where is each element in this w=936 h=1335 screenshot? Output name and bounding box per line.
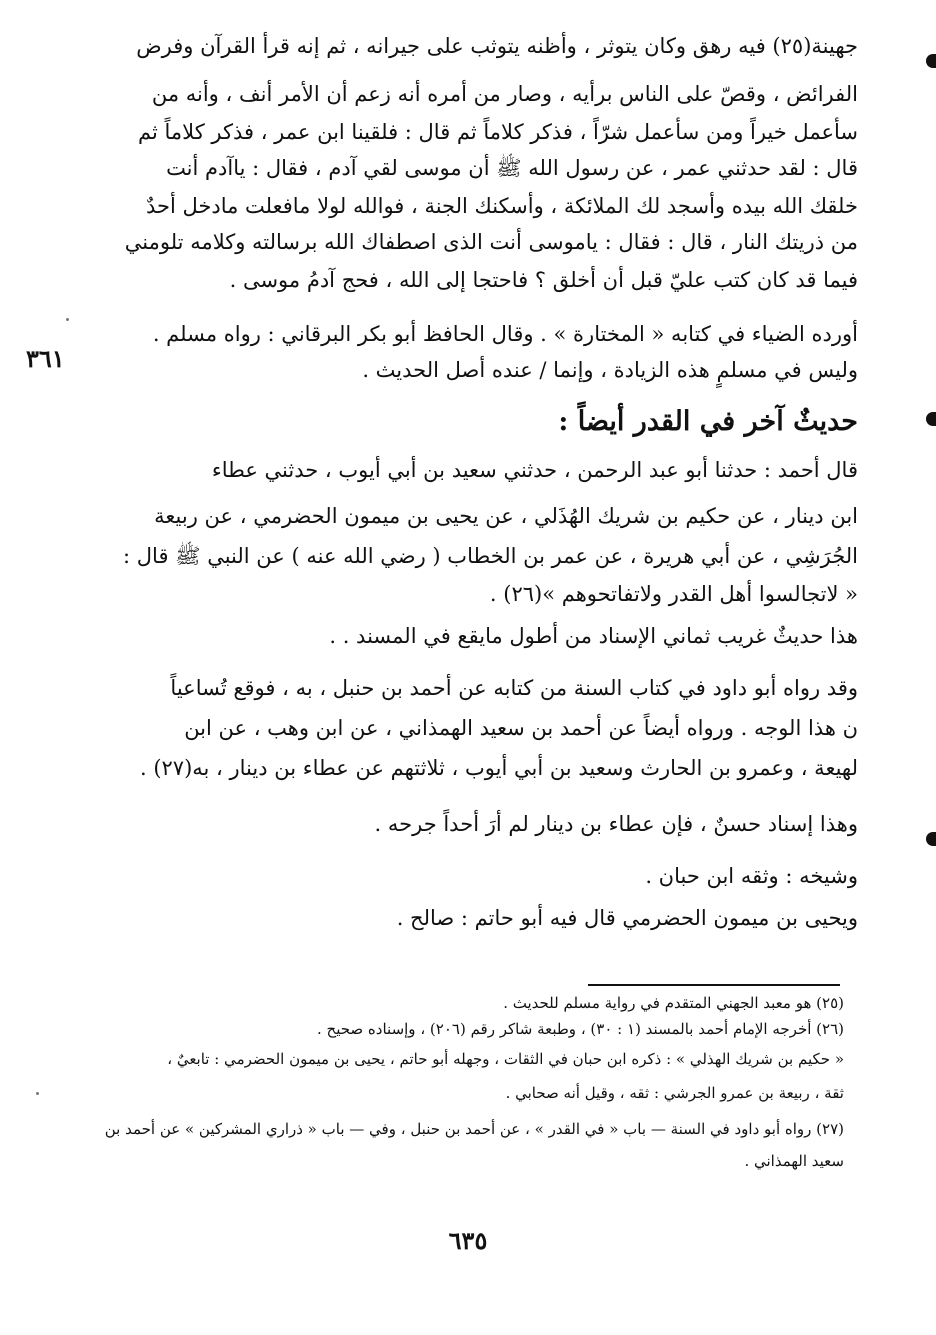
footnote-line: « حكيم بن شريك الهذلي » : ذكره ابن حبان في الثقات ، وجهله أبو حاتم ، يحيى بن ميمون الحضرمي : تابعيٌ ، <box>167 1050 844 1068</box>
page-edge-mark-bottom <box>926 832 936 846</box>
text-line: قال : لقد حدثني عمر ، عن رسول الله ﷺ أن موسى لقي آدم ، فقال : ياآدم أنت <box>166 156 858 180</box>
section-heading: حديثٌ آخر في القدر أيضاً : <box>558 406 858 437</box>
footnote-line: سعيد الهمذاني . <box>744 1152 844 1170</box>
text-line: وقد رواه أبو داود في كتاب السنة من كتابه عن أحمد بن حنبل ، به ، فوقع تُساعياً <box>170 676 858 700</box>
page-number: ٦٣٥ <box>448 1226 488 1255</box>
text-line: خلقك الله بيده وأسجد لك الملائكة ، وأسكنك الجنة ، فوالله لولا مافعلت مادخل أحدٌ <box>145 194 858 218</box>
text-line: قال أحمد : حدثنا أبو عبد الرحمن ، حدثني سعيد بن أبي أيوب ، حدثني عطاء <box>211 458 858 482</box>
text-line: الجُرَشِي ، عن أبي هريرة ، عن عمر بن الخطاب ( رضي الله عنه ) عن النبي ﷺ قال : <box>123 544 858 568</box>
footnote-line: (٢٥) هو معبد الجهني المتقدم في رواية مسلم للحديث . <box>503 994 844 1012</box>
text-line: ويحيى بن ميمون الحضرمي قال فيه أبو حاتم : صالح . <box>396 906 858 930</box>
text-line: ن هذا الوجه . ورواه أيضاً عن أحمد بن سعيد الهمذاني ، عن ابن وهب ، عن ابن <box>184 716 858 740</box>
footnote-line: (٢٧) رواه أبو داود في السنة — باب « في القدر » ، عن أحمد بن حنبل ، وفي — باب « ذراري المشركين » عن أحمد بن <box>104 1120 844 1138</box>
scan-speck <box>36 1092 39 1095</box>
scan-speck <box>66 318 69 321</box>
text-line: وشيخه : وثقه ابن حبان . <box>645 864 858 888</box>
text-line: لهيعة ، وعمرو بن الحارث وسعيد بن أبي أيوب ، ثلاثتهم عن عطاء بن دينار ، به(٢٧) . <box>139 756 858 780</box>
text-line: ابن دينار ، عن حكيم بن شريك الهُذَلي ، عن يحيى بن ميمون الحضرمي ، عن ربيعة <box>154 504 858 528</box>
footnote-line: ثقة ، ربيعة بن عمرو الجرشي : ثقه ، وقيل أنه صحابي . <box>505 1084 844 1102</box>
text-line: من ذريتك النار ، قال : فقال : ياموسى أنت الذى اصطفاك الله برسالته وكلامه تلومني <box>124 230 858 254</box>
text-line: جهينة(٢٥) فيه رهق وكان يتوثر ، وأظنه يتوثب على جيرانه ، ثم إنه قرأ القرآن وفرض <box>136 34 858 58</box>
footnote-separator <box>588 984 840 986</box>
text-line: أورده الضياء في كتابه « المختارة » . وقال الحافظ أبو بكر البرقاني : رواه مسلم . <box>152 322 858 346</box>
footnote-line: (٢٦) أخرجه الإمام أحمد بالمسند (١ : ٣٠) ، وطبعة شاكر رقم (٢٠٦) ، وإسناده صحيح . <box>317 1020 844 1038</box>
text-line: وهذا إسناد حسنٌ ، فإن عطاء بن دينار لم أرَ أحداً جرحه . <box>374 812 858 836</box>
text-line: هذا حديثٌ غريب ثماني الإسناد من أطول مايقع في المسند . . <box>329 624 858 648</box>
margin-page-reference: ٣٦١ <box>26 344 65 373</box>
text-line: الفرائض ، وقصّ على الناس برأيه ، وصار من أمره أنه زعم أن الأمر أنف ، وأنه من <box>151 82 858 106</box>
text-line: وليس في مسلمٍ هذه الزيادة ، وإنما / عنده أصل الحديث . <box>362 358 858 382</box>
text-line: فيما قد كان كتب عليّ قبل أن أخلق ؟ فاحتجا إلى الله ، فحج آدمُ موسى . <box>229 268 858 292</box>
page-edge-mark-top <box>926 54 936 68</box>
page-edge-mark-middle <box>926 412 936 426</box>
hadith-quote-line: « لاتجالسوا أهل القدر ولاتفاتحوهم »(٢٦) . <box>489 582 858 606</box>
text-line: سأعمل خيراً ومن سأعمل شرّاً ، فذكر كلاماً ثم قال : فلقينا ابن عمر ، فذكر كلاماً ثم <box>138 120 858 144</box>
